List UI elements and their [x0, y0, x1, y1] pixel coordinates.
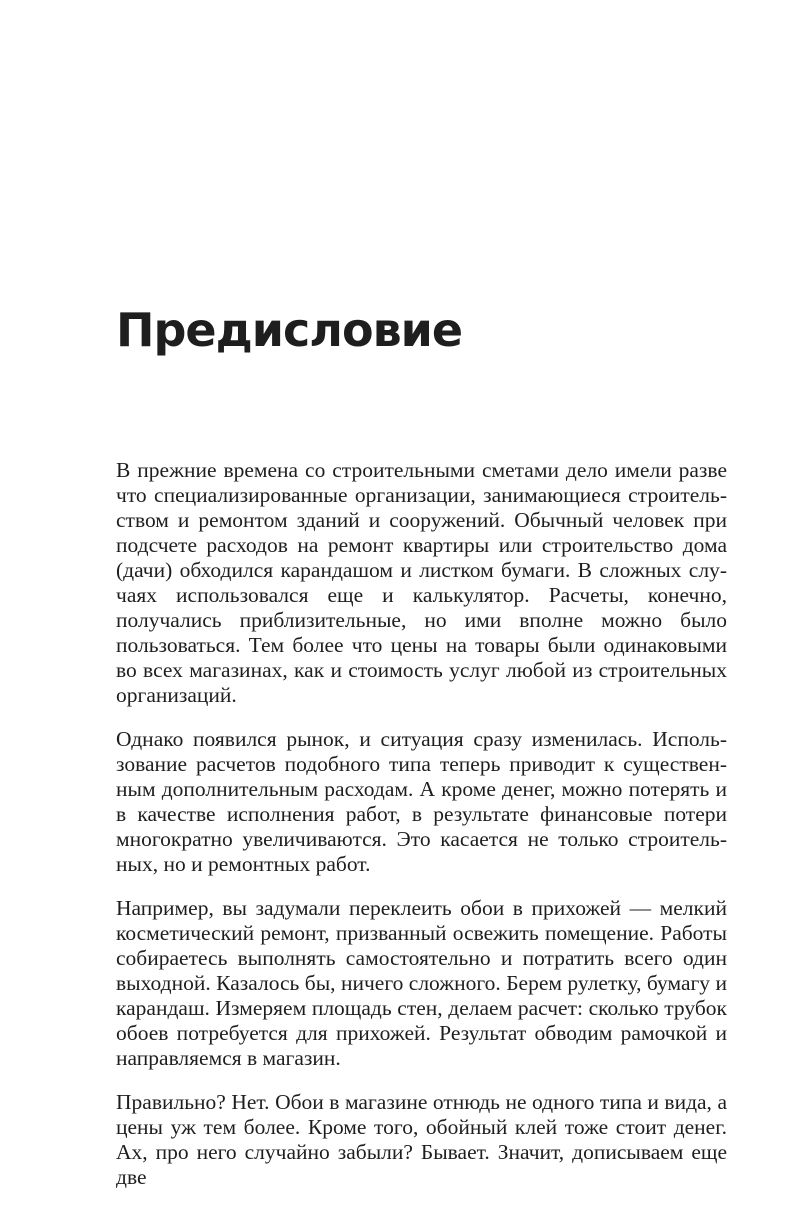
- chapter-title: Предисловие: [116, 303, 463, 357]
- paragraph: Однако появился рынок, и ситуация сразу изменилась. Использование расчетов подобного типа теперь приводит к существенным дополнительным расходам. А кроме денег, можно потерять и в качестве исполнения работ, в результате финансовые потери многократно увеличиваются. Это касается не только строительных, но и ремонтных работ.: [116, 727, 727, 876]
- body-text: [116, 458, 727, 1209]
- paragraph: Правильно? Нет. Обои в магазине отнюдь не одного типа и вида, а цены уж тем более. Кроме того, обойный клей тоже стоит денег. Ах, про него случайно забыли? Бывает. Значит, дописываем еще две: [116, 1090, 727, 1189]
- paragraph: В прежние времена со строительными сметами дело имели разве что специализированные организации, занимающиеся строительством и ремонтом зданий и сооружений. Обычный человек при подсчете расходов на ремонт квартиры или строительство дома (дачи) обходился карандашом и листком бумаги. В сложных случаях использовался еще и калькулятор. Расчеты, конечно, получались приблизительные, но ими вполне можно было пользоваться. Тем более что цены на товары были одинаковыми во всех магазинах, как и стоимость услуг любой из строительных организаций.: [116, 458, 727, 707]
- paragraph: Например, вы задумали переклеить обои в прихожей — мелкий косметический ремонт, призванный освежить помещение. Работы собираетесь выполнять самостоятельно и потратить всего один выходной. Казалось бы, ничего сложного. Берем рулетку, бумагу и карандаш. Измеряем площадь стен, делаем расчет: сколько трубок обоев потребуется для прихожей. Результат обводим рамочкой и направляемся в магазин.: [116, 896, 727, 1070]
